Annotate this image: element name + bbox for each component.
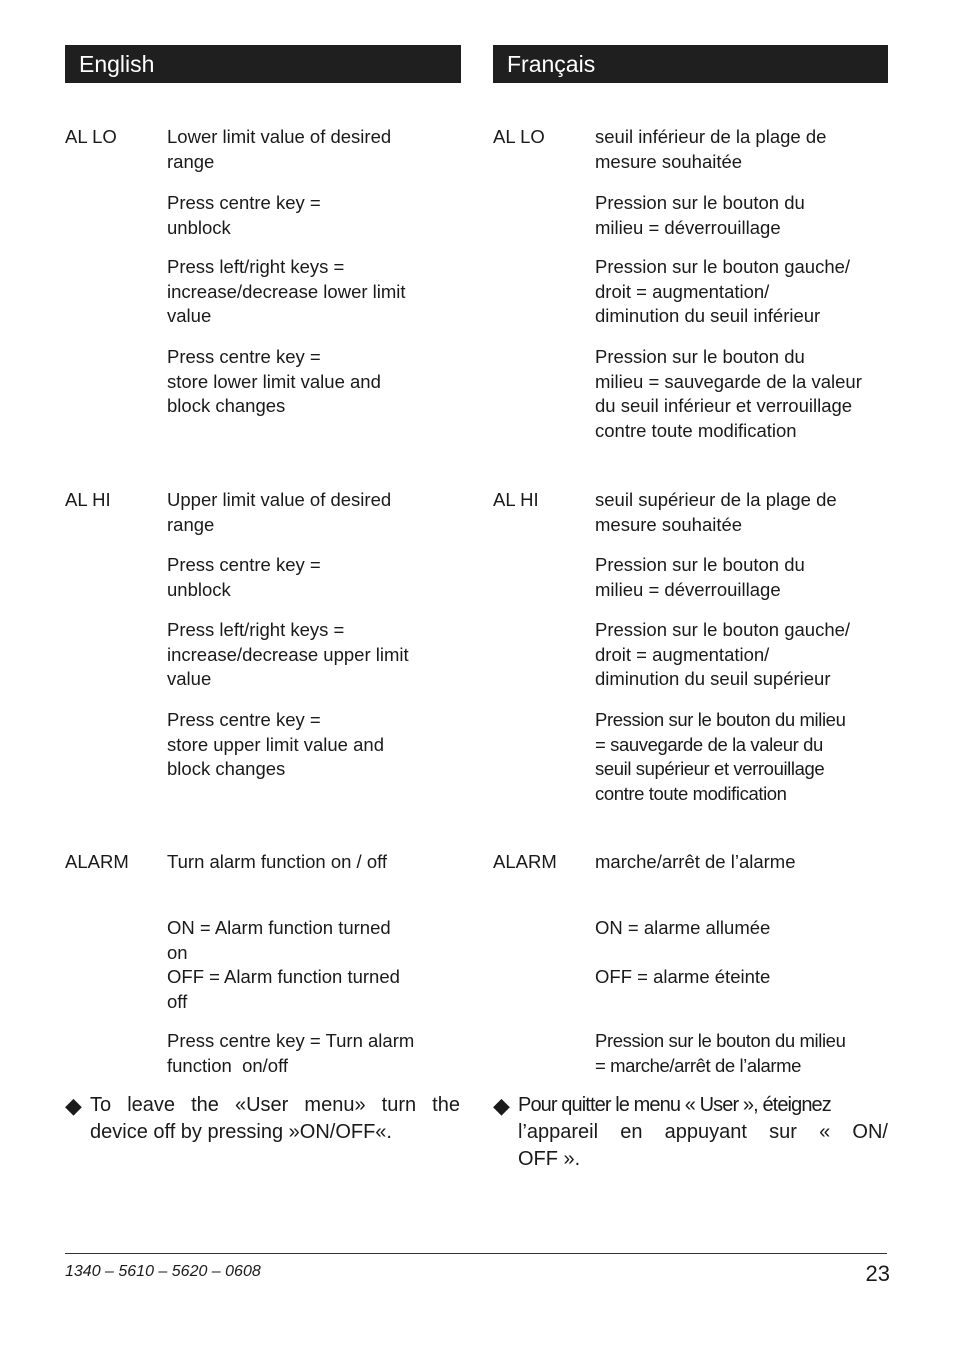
fr-exit-note-line: Pour quitter le menu « User », éteignez bbox=[518, 1094, 831, 1116]
fr-exit-note-line: l’appareil en appuyant sur « ON/ bbox=[518, 1121, 888, 1143]
fr-al-hi-store: Pression sur le bouton du milieu = sauvegarde de la valeur du seuil supérieur et verrouillage contre toute modification bbox=[595, 709, 846, 804]
fr-alarm-on: ON = alarme allumée bbox=[595, 917, 771, 938]
en-alarm-states: ON = Alarm function turned on OFF = Alarm function turned off bbox=[167, 917, 400, 1012]
en-al-hi-adjust: Press left/right keys = increase/decrease upper limit value bbox=[167, 619, 409, 689]
fr-al-hi-unblock: Pression sur le bouton du milieu = déverrouillage bbox=[595, 554, 805, 600]
fr-alarm-desc: marche/arrêt de l’alarme bbox=[595, 851, 796, 872]
fr-al-lo-adjust: Pression sur le bouton gauche/ droit = augmentation/ diminution du seuil inférieur bbox=[595, 256, 851, 326]
fr-al-hi-desc: seuil supérieur de la plage de mesure souhaitée bbox=[595, 489, 837, 535]
en-al-lo-desc: Lower limit value of desired range bbox=[167, 126, 392, 172]
page-number: 23 bbox=[865, 1261, 890, 1286]
en-al-hi-store: Press centre key = store upper limit value and block changes bbox=[167, 709, 384, 779]
fr-exit-note-line: OFF ». bbox=[518, 1148, 581, 1170]
diamond-bullet-icon: ◆ bbox=[65, 1093, 82, 1118]
en-alarm-press: Press centre key = Turn alarm function on/off bbox=[167, 1030, 415, 1076]
en-al-hi-label: AL HI bbox=[65, 489, 111, 510]
en-al-lo-adjust: Press left/right keys = increase/decrease lower limit value bbox=[167, 256, 406, 326]
fr-alarm-label: ALARM bbox=[493, 851, 557, 872]
fr-al-lo-desc: seuil inférieur de la plage de mesure souhaitée bbox=[595, 126, 827, 172]
fr-al-hi-label: AL HI bbox=[493, 489, 539, 510]
fr-alarm-press: Pression sur le bouton du milieu = marche/arrêt de l’alarme bbox=[595, 1030, 846, 1076]
fr-al-hi-adjust: Pression sur le bouton gauche/ droit = augmentation/ diminution du seuil supérieur bbox=[595, 619, 851, 689]
en-alarm-label: ALARM bbox=[65, 851, 129, 872]
fr-al-lo-unblock: Pression sur le bouton du milieu = déverrouillage bbox=[595, 192, 805, 238]
fr-al-lo-label: AL LO bbox=[493, 126, 545, 147]
en-al-lo-unblock: Press centre key = unblock bbox=[167, 192, 321, 238]
en-al-hi-unblock: Press centre key = unblock bbox=[167, 554, 321, 600]
fr-al-lo-store: Pression sur le bouton du milieu = sauvegarde de la valeur du seuil inférieur et verrouillage contre toute modification bbox=[595, 346, 862, 441]
english-header: English bbox=[65, 45, 461, 83]
french-header: Français bbox=[493, 45, 888, 83]
en-alarm-desc: Turn alarm function on / off bbox=[167, 851, 388, 872]
en-al-lo-store: Press centre key = store lower limit value and block changes bbox=[167, 346, 381, 416]
fr-exit-note bbox=[493, 1092, 888, 1176]
en-exit-note-line: device off by pressing »ON/OFF«. bbox=[90, 1121, 392, 1143]
footer-divider bbox=[65, 1253, 887, 1254]
fr-alarm-off: OFF = alarme éteinte bbox=[595, 966, 771, 987]
en-exit-note-line: To leave the «User menu» turn the bbox=[90, 1094, 460, 1116]
en-al-hi-desc: Upper limit value of desired range bbox=[167, 489, 392, 535]
document-code: 1340 – 5610 – 5620 – 0608 bbox=[65, 1263, 261, 1280]
en-exit-note bbox=[65, 1092, 461, 1148]
diamond-bullet-icon: ◆ bbox=[493, 1093, 510, 1118]
en-al-lo-label: AL LO bbox=[65, 126, 117, 147]
